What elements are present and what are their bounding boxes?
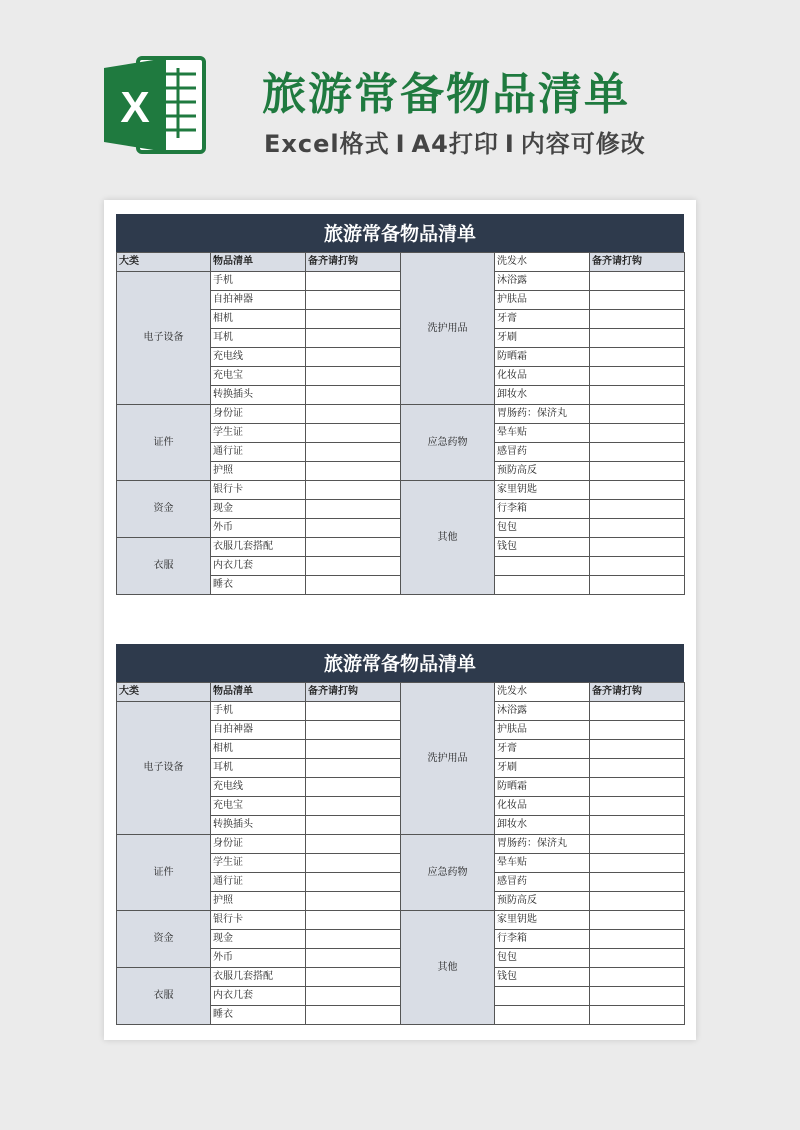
column-header-items: 物品清单 xyxy=(211,683,306,702)
check-cell[interactable] xyxy=(306,1006,401,1025)
item-cell: 外币 xyxy=(211,949,306,968)
item-cell: 化妆品 xyxy=(495,797,590,816)
check-cell[interactable] xyxy=(590,348,685,367)
category-cell: 证件 xyxy=(117,835,211,911)
subtitle-editable: 内容可修改 xyxy=(520,130,646,158)
item-cell: 现金 xyxy=(211,930,306,949)
column-header-check: 备齐请打钩 xyxy=(590,253,685,272)
item-cell: 充电宝 xyxy=(211,797,306,816)
item-cell: 手机 xyxy=(211,272,306,291)
item-cell: 外币 xyxy=(211,519,306,538)
check-cell[interactable] xyxy=(306,911,401,930)
category-cell: 证件 xyxy=(117,405,211,481)
item-cell: 学生证 xyxy=(211,424,306,443)
item-cell: 转换插头 xyxy=(211,816,306,835)
item-cell: 衣服几套搭配 xyxy=(211,538,306,557)
item-cell: 化妆品 xyxy=(495,367,590,386)
check-cell[interactable] xyxy=(306,367,401,386)
item-cell: 耳机 xyxy=(211,329,306,348)
check-cell[interactable] xyxy=(306,987,401,1006)
item-cell: 睡衣 xyxy=(211,1006,306,1025)
item-cell: 自拍神器 xyxy=(211,721,306,740)
check-cell[interactable] xyxy=(590,272,685,291)
check-cell[interactable] xyxy=(306,576,401,595)
category-cell: 电子设备 xyxy=(117,272,211,405)
column-header-check: 备齐请打钩 xyxy=(590,683,685,702)
item-cell: 家里钥匙 xyxy=(495,481,590,500)
item-cell: 银行卡 xyxy=(211,911,306,930)
check-cell[interactable] xyxy=(306,949,401,968)
subtitle-format: Excel格式 xyxy=(264,130,390,158)
item-cell: 牙膏 xyxy=(495,740,590,759)
item-cell: 衣服几套搭配 xyxy=(211,968,306,987)
header-row xyxy=(117,683,685,702)
header-row xyxy=(117,253,685,272)
check-cell[interactable] xyxy=(306,721,401,740)
item-cell xyxy=(495,1006,590,1025)
check-cell[interactable] xyxy=(306,386,401,405)
check-cell[interactable] xyxy=(306,272,401,291)
item-cell: 护照 xyxy=(211,892,306,911)
a4-paper-preview xyxy=(104,200,696,1040)
page-subtitle xyxy=(264,124,646,159)
item-cell: 充电线 xyxy=(211,348,306,367)
item-cell xyxy=(495,987,590,1006)
check-cell[interactable] xyxy=(590,949,685,968)
item-cell: 身份证 xyxy=(211,835,306,854)
item-cell: 银行卡 xyxy=(211,481,306,500)
check-cell[interactable] xyxy=(306,740,401,759)
checklist-table xyxy=(116,252,685,595)
check-cell[interactable] xyxy=(590,968,685,987)
item-cell: 耳机 xyxy=(211,759,306,778)
item-cell: 晕车贴 xyxy=(495,854,590,873)
check-cell[interactable] xyxy=(306,538,401,557)
item-cell: 沐浴露 xyxy=(495,702,590,721)
table-row xyxy=(117,835,685,854)
check-cell[interactable] xyxy=(590,481,685,500)
check-cell[interactable] xyxy=(590,424,685,443)
category-cell: 洗护用品 xyxy=(401,683,495,835)
check-cell[interactable] xyxy=(590,892,685,911)
item-cell: 相机 xyxy=(211,740,306,759)
check-cell[interactable] xyxy=(306,329,401,348)
item-cell: 行李箱 xyxy=(495,930,590,949)
item-cell: 相机 xyxy=(211,310,306,329)
check-cell[interactable] xyxy=(306,797,401,816)
item-cell: 卸妆水 xyxy=(495,386,590,405)
check-cell[interactable] xyxy=(306,892,401,911)
check-cell[interactable] xyxy=(306,778,401,797)
check-cell[interactable] xyxy=(306,424,401,443)
item-cell: 身份证 xyxy=(211,405,306,424)
category-cell: 应急药物 xyxy=(401,405,495,481)
check-cell[interactable] xyxy=(306,462,401,481)
item-cell: 包包 xyxy=(495,519,590,538)
check-cell[interactable] xyxy=(590,702,685,721)
check-cell[interactable] xyxy=(590,310,685,329)
checklist-sheet-top xyxy=(116,214,684,595)
check-cell[interactable] xyxy=(306,291,401,310)
item-cell: 卸妆水 xyxy=(495,816,590,835)
check-cell[interactable] xyxy=(306,443,401,462)
check-cell[interactable] xyxy=(590,443,685,462)
category-cell: 洗护用品 xyxy=(401,253,495,405)
check-cell[interactable] xyxy=(590,835,685,854)
check-cell[interactable] xyxy=(306,759,401,778)
item-cell: 自拍神器 xyxy=(211,291,306,310)
check-cell[interactable] xyxy=(590,557,685,576)
item-cell: 牙刷 xyxy=(495,759,590,778)
category-cell: 电子设备 xyxy=(117,702,211,835)
column-header-check: 备齐请打钩 xyxy=(306,253,401,272)
table-row xyxy=(117,481,685,500)
check-cell[interactable] xyxy=(306,500,401,519)
item-cell: 预防高反 xyxy=(495,462,590,481)
subtitle-separator: I xyxy=(395,130,406,158)
item-cell: 感冒药 xyxy=(495,873,590,892)
check-cell[interactable] xyxy=(590,519,685,538)
column-header-category: 大类 xyxy=(117,683,211,702)
page-header xyxy=(0,0,800,190)
checklist-table xyxy=(116,682,685,1025)
check-cell[interactable] xyxy=(590,854,685,873)
category-cell: 衣服 xyxy=(117,968,211,1025)
item-cell: 行李箱 xyxy=(495,500,590,519)
item-cell: 防晒霜 xyxy=(495,778,590,797)
check-cell[interactable] xyxy=(306,405,401,424)
item-cell: 充电宝 xyxy=(211,367,306,386)
column-header-check: 备齐请打钩 xyxy=(306,683,401,702)
check-cell[interactable] xyxy=(590,930,685,949)
category-cell: 资金 xyxy=(117,481,211,538)
checklist-sheet-bottom xyxy=(116,644,684,1025)
check-cell[interactable] xyxy=(306,835,401,854)
item-cell: 牙刷 xyxy=(495,329,590,348)
item-cell: 洗发水 xyxy=(495,683,590,702)
item-cell: 充电线 xyxy=(211,778,306,797)
item-cell: 钱包 xyxy=(495,968,590,987)
item-cell: 钱包 xyxy=(495,538,590,557)
check-cell[interactable] xyxy=(590,873,685,892)
check-cell[interactable] xyxy=(590,816,685,835)
check-cell[interactable] xyxy=(590,987,685,1006)
item-cell: 预防高反 xyxy=(495,892,590,911)
category-cell: 其他 xyxy=(401,911,495,1025)
sheet-title: 旅游常备物品清单 xyxy=(116,644,684,682)
excel-logo-icon xyxy=(100,50,210,160)
item-cell: 学生证 xyxy=(211,854,306,873)
check-cell[interactable] xyxy=(590,538,685,557)
check-cell[interactable] xyxy=(306,968,401,987)
check-cell[interactable] xyxy=(306,930,401,949)
column-header-items: 物品清单 xyxy=(211,253,306,272)
item-cell: 胃肠药：保济丸 xyxy=(495,835,590,854)
sheet-title: 旅游常备物品清单 xyxy=(116,214,684,252)
check-cell[interactable] xyxy=(590,576,685,595)
check-cell[interactable] xyxy=(590,778,685,797)
check-cell[interactable] xyxy=(590,291,685,310)
item-cell: 睡衣 xyxy=(211,576,306,595)
table-row xyxy=(117,911,685,930)
item-cell: 晕车贴 xyxy=(495,424,590,443)
check-cell[interactable] xyxy=(590,797,685,816)
item-cell: 护肤品 xyxy=(495,291,590,310)
check-cell[interactable] xyxy=(306,816,401,835)
check-cell[interactable] xyxy=(306,519,401,538)
item-cell: 包包 xyxy=(495,949,590,968)
check-cell[interactable] xyxy=(306,310,401,329)
item-cell xyxy=(495,557,590,576)
check-cell[interactable] xyxy=(306,557,401,576)
page-title: 旅游常备物品清单 xyxy=(262,69,630,120)
item-cell: 家里钥匙 xyxy=(495,911,590,930)
check-cell[interactable] xyxy=(590,367,685,386)
item-cell: 内衣几套 xyxy=(211,987,306,1006)
item-cell: 现金 xyxy=(211,500,306,519)
check-cell[interactable] xyxy=(590,386,685,405)
check-cell[interactable] xyxy=(590,721,685,740)
item-cell: 转换插头 xyxy=(211,386,306,405)
item-cell: 手机 xyxy=(211,702,306,721)
item-cell: 通行证 xyxy=(211,443,306,462)
check-cell[interactable] xyxy=(590,462,685,481)
item-cell: 通行证 xyxy=(211,873,306,892)
check-cell[interactable] xyxy=(590,740,685,759)
check-cell[interactable] xyxy=(306,873,401,892)
category-cell: 应急药物 xyxy=(401,835,495,911)
check-cell[interactable] xyxy=(590,759,685,778)
item-cell: 护照 xyxy=(211,462,306,481)
item-cell: 护肤品 xyxy=(495,721,590,740)
check-cell[interactable] xyxy=(590,500,685,519)
item-cell: 胃肠药：保济丸 xyxy=(495,405,590,424)
category-cell: 其他 xyxy=(401,481,495,595)
column-header-category: 大类 xyxy=(117,253,211,272)
subtitle-print: A4打印 xyxy=(411,130,499,158)
item-cell: 防晒霜 xyxy=(495,348,590,367)
check-cell[interactable] xyxy=(590,1006,685,1025)
item-cell xyxy=(495,576,590,595)
item-cell: 感冒药 xyxy=(495,443,590,462)
check-cell[interactable] xyxy=(306,702,401,721)
check-cell[interactable] xyxy=(590,405,685,424)
table-row xyxy=(117,405,685,424)
item-cell: 内衣几套 xyxy=(211,557,306,576)
item-cell: 牙膏 xyxy=(495,310,590,329)
check-cell[interactable] xyxy=(306,854,401,873)
subtitle-separator: I xyxy=(504,130,515,158)
check-cell[interactable] xyxy=(306,481,401,500)
item-cell: 洗发水 xyxy=(495,253,590,272)
category-cell: 衣服 xyxy=(117,538,211,595)
category-cell: 资金 xyxy=(117,911,211,968)
check-cell[interactable] xyxy=(590,329,685,348)
check-cell[interactable] xyxy=(590,911,685,930)
item-cell: 沐浴露 xyxy=(495,272,590,291)
svg-text:X: X xyxy=(120,83,150,132)
check-cell[interactable] xyxy=(306,348,401,367)
